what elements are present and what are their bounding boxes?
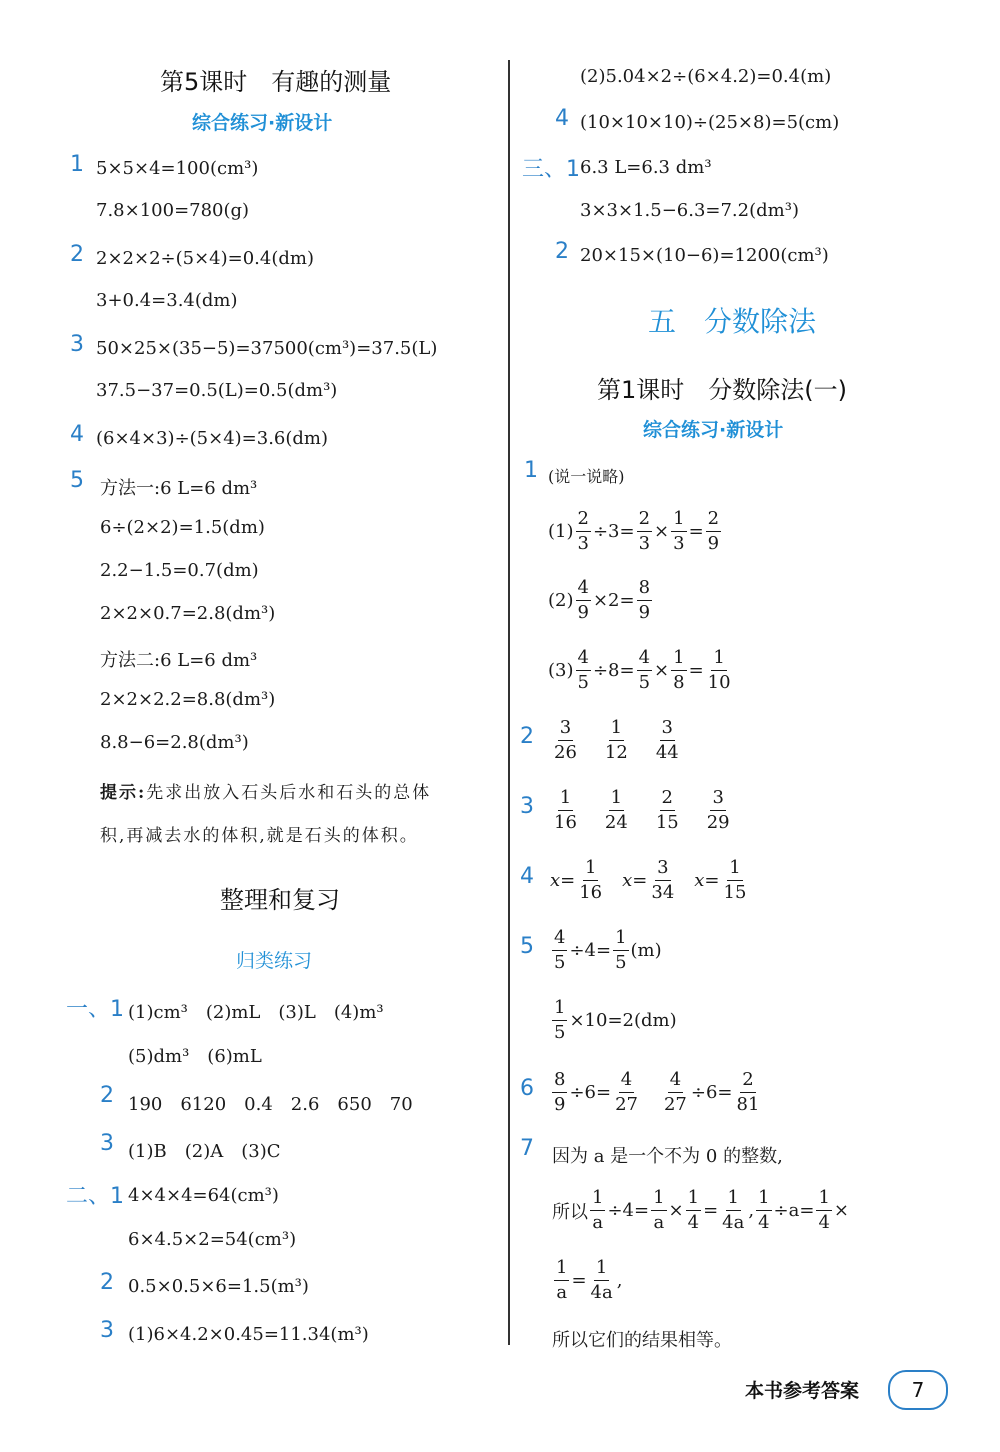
answer-line <box>550 926 662 975</box>
part-label: (3) <box>548 660 574 681</box>
lesson-title: 第5课时 有趣的测量 <box>160 68 392 96</box>
question-number: 3 <box>100 1318 114 1343</box>
question-number: 3 <box>70 332 84 357</box>
answer-line: (5)dm³ (6)mL <box>128 1046 262 1067</box>
answer-line <box>550 856 750 905</box>
expression: ×10=2(dm) <box>569 1010 677 1031</box>
fraction <box>552 996 567 1045</box>
operator: × <box>833 1200 849 1221</box>
fraction <box>706 507 721 556</box>
fraction <box>654 786 681 835</box>
answer-line <box>548 646 735 695</box>
punctuation: , <box>748 1200 755 1221</box>
question-number: 2 <box>70 242 84 267</box>
denominator: 27 <box>663 1094 687 1115</box>
fraction <box>671 507 686 556</box>
answer-line: 3×3×1.5−6.3=7.2(dm³) <box>580 200 799 221</box>
answer-line: (10×10×10)÷(25×8)=5(cm) <box>580 112 840 133</box>
denominator: 3 <box>638 533 651 554</box>
answer-note: (说一说略) <box>548 467 625 486</box>
fraction <box>589 1256 615 1305</box>
fraction <box>651 1186 666 1235</box>
operator: ÷3= <box>592 521 635 542</box>
answer-line: (1)B (2)A (3)C <box>128 1141 281 1162</box>
operator: ÷4= <box>569 940 612 961</box>
denominator: 9 <box>707 533 720 554</box>
denominator: 9 <box>554 1094 566 1115</box>
numerator: 2 <box>706 507 721 532</box>
answer-line <box>548 507 723 556</box>
numerator: 1 <box>651 1186 666 1211</box>
unit-title: 五 分数除法 <box>648 305 817 338</box>
variable: x= <box>622 870 648 891</box>
question-number: 1 <box>70 152 84 177</box>
denominator: a <box>592 1212 604 1233</box>
fraction <box>576 576 591 625</box>
denominator: 12 <box>604 742 628 763</box>
answer-line: 2×2×2.2=8.8(dm³) <box>100 689 276 710</box>
fraction <box>552 1068 567 1117</box>
answer-line <box>552 1256 622 1305</box>
numerator: 4 <box>619 1068 634 1093</box>
section-number: 二、1 <box>66 1184 124 1209</box>
part-label: (1) <box>548 521 574 542</box>
answer-line: 方法二:6 L=6 dm³ <box>100 650 258 671</box>
numerator: 4 <box>576 646 591 671</box>
numerator: 1 <box>756 1186 771 1211</box>
fraction <box>590 1186 605 1235</box>
fraction <box>552 786 579 835</box>
numerator: 1 <box>671 646 686 671</box>
question-number: 2 <box>100 1083 114 1108</box>
fraction <box>554 1256 569 1305</box>
denominator: 29 <box>706 812 730 833</box>
denominator: 5 <box>577 672 589 693</box>
numerator: 2 <box>740 1068 755 1093</box>
page-number-badge <box>888 1370 948 1410</box>
question-number: 1 <box>524 458 538 483</box>
fraction <box>603 716 630 765</box>
page-number: 7 <box>911 1378 925 1402</box>
numerator: 1 <box>583 856 598 881</box>
fraction <box>671 646 686 695</box>
answer-line <box>552 1186 849 1235</box>
hint-line: 积,再减去水的体积,就是石头的体积。 <box>100 826 419 846</box>
fraction <box>613 926 628 975</box>
question-number: 5 <box>70 468 84 493</box>
fraction <box>637 646 652 695</box>
question-number: 2 <box>100 1270 114 1295</box>
operator: ×2= <box>592 590 635 611</box>
fraction <box>576 507 591 556</box>
operator: = <box>688 521 704 542</box>
operator: = <box>688 660 704 681</box>
fraction <box>705 786 732 835</box>
fraction <box>816 1186 831 1235</box>
fraction <box>735 1068 762 1117</box>
operator: × <box>654 521 670 542</box>
fraction <box>552 926 567 975</box>
fraction <box>649 856 676 905</box>
answer-line: (2)5.04×2÷(6×4.2)=0.4(m) <box>580 66 832 87</box>
answer-line: 6×4.5×2=54(cm³) <box>128 1229 297 1250</box>
denominator: 81 <box>736 1094 760 1115</box>
answer-line: 50×25×(35−5)=37500(cm³)=37.5(L) <box>96 338 438 359</box>
denominator: 5 <box>638 672 651 693</box>
numerator: 1 <box>590 1186 605 1211</box>
punctuation: , <box>616 1270 623 1291</box>
operator: ÷a= <box>773 1200 815 1221</box>
variable: x= <box>550 870 576 891</box>
numerator: 1 <box>609 786 624 811</box>
numerator: 1 <box>726 1186 741 1211</box>
fraction <box>756 1186 771 1235</box>
question-number: 4 <box>555 106 569 131</box>
question-number: 4 <box>520 864 534 889</box>
denominator: 15 <box>655 812 679 833</box>
denominator: 26 <box>554 742 577 763</box>
answer-line: 因为 a 是一个不为 0 的整数, <box>552 1146 783 1167</box>
operator: = <box>571 1270 587 1291</box>
operator: = <box>703 1200 719 1221</box>
fraction <box>686 1186 701 1235</box>
numerator: 2 <box>637 507 652 532</box>
section-label: 综合练习·新设计 <box>192 112 333 134</box>
review-title: 整理和复习 <box>220 886 340 914</box>
numerator: 3 <box>558 716 573 741</box>
numerator: 1 <box>671 507 686 532</box>
denominator: a <box>653 1212 665 1233</box>
answer-line: (1)6×4.2×0.45=11.34(m³) <box>128 1324 369 1345</box>
denominator: a <box>556 1282 568 1303</box>
answer-line: 3+0.4=3.4(dm) <box>96 290 238 311</box>
denominator: 24 <box>604 812 628 833</box>
footer-label: 本书参考答案 <box>745 1380 860 1402</box>
fraction <box>706 646 733 695</box>
answer-line: 2×2×0.7=2.8(dm³) <box>100 603 276 624</box>
fraction <box>722 856 749 905</box>
numerator: 2 <box>660 786 675 811</box>
fraction <box>637 507 652 556</box>
fraction <box>637 576 652 625</box>
answer-line: 方法一:6 L=6 dm³ <box>100 478 258 499</box>
fraction <box>576 646 591 695</box>
numerator: 1 <box>552 996 567 1021</box>
denominator: 9 <box>577 602 589 623</box>
denominator: 5 <box>615 952 627 973</box>
fraction <box>662 1068 689 1117</box>
answer-line <box>548 576 654 625</box>
answer-line <box>550 996 677 1045</box>
denominator: 5 <box>554 1022 566 1043</box>
denominator: 4 <box>758 1212 770 1233</box>
numerator: 4 <box>668 1068 683 1093</box>
numerator: 1 <box>554 1256 569 1281</box>
denominator: 44 <box>655 742 679 763</box>
denominator: 34 <box>651 882 675 903</box>
numerator: 1 <box>613 926 628 951</box>
answer-line: 7.8×100=780(g) <box>96 200 250 221</box>
operator: ÷8= <box>592 660 635 681</box>
question-number: 3 <box>520 794 534 819</box>
question-number: 3 <box>100 1131 114 1156</box>
hint-text: 先求出放入石头后水和石头的总体 <box>146 783 432 803</box>
operator: × <box>668 1200 684 1221</box>
numerator: 1 <box>558 786 573 811</box>
denominator: 9 <box>638 602 651 623</box>
numerator: 1 <box>609 716 624 741</box>
answer-line: 5×5×4=100(cm³) <box>96 158 259 179</box>
variable: x= <box>694 870 720 891</box>
fraction <box>603 786 630 835</box>
operator: ÷6= <box>569 1082 612 1103</box>
prefix: 所以 <box>552 1201 588 1223</box>
answer-line: 4×4×4=64(cm³) <box>128 1185 279 1206</box>
answer-line: (6×4×3)÷(5×4)=3.6(dm) <box>96 428 329 449</box>
denominator: 4 <box>687 1212 700 1233</box>
denominator: 5 <box>554 952 566 973</box>
fraction <box>577 856 604 905</box>
answer-line: 6.3 L=6.3 dm³ <box>580 157 712 178</box>
answer-line <box>550 716 683 765</box>
question-number: 2 <box>520 724 534 749</box>
unit: (m) <box>630 940 662 961</box>
denominator: 27 <box>615 1094 638 1115</box>
numerator: 4 <box>552 926 567 951</box>
answer-line: 所以它们的结果相等。 <box>552 1330 732 1351</box>
operator: ÷4= <box>607 1200 650 1221</box>
numerator: 1 <box>686 1186 701 1211</box>
answer-line: 190 6120 0.4 2.6 650 70 <box>128 1094 413 1115</box>
section-number: 三、1 <box>522 157 580 182</box>
denominator: 3 <box>673 533 685 554</box>
denominator: 4a <box>590 1282 613 1303</box>
denominator: 15 <box>723 882 747 903</box>
denominator: 4a <box>722 1212 745 1233</box>
part-label: (2) <box>548 590 574 611</box>
question-number: 5 <box>520 934 534 959</box>
question-number: 6 <box>520 1076 534 1101</box>
section-label: 综合练习·新设计 <box>643 419 784 441</box>
answer-line: 2.2−1.5=0.7(dm) <box>100 560 259 581</box>
fraction <box>613 1068 640 1117</box>
numerator: 4 <box>576 576 591 601</box>
question-number: 2 <box>555 239 569 264</box>
numerator: 3 <box>710 786 725 811</box>
answer-line: 0.5×0.5×6=1.5(m³) <box>128 1276 309 1297</box>
answer-line: (1)cm³ (2)mL (3)L (4)m³ <box>128 1002 384 1023</box>
denominator: 16 <box>579 882 603 903</box>
column-divider <box>508 60 510 1345</box>
numerator: 4 <box>637 646 652 671</box>
numerator: 2 <box>576 507 591 532</box>
answer-line: 6÷(2×2)=1.5(dm) <box>100 517 265 538</box>
denominator: 8 <box>673 672 685 693</box>
fraction <box>552 716 579 765</box>
answer-line: 2×2×2÷(5×4)=0.4(dm) <box>96 248 314 269</box>
denominator: 16 <box>554 812 577 833</box>
numerator: 3 <box>655 856 670 881</box>
operator: × <box>654 660 670 681</box>
answer-line <box>550 1068 763 1117</box>
question-number: 7 <box>520 1136 534 1161</box>
section-number: 一、1 <box>66 997 124 1022</box>
numerator: 8 <box>637 576 652 601</box>
answer-line: 8.8−6=2.8(dm³) <box>100 732 249 753</box>
numerator: 1 <box>816 1186 831 1211</box>
numerator: 8 <box>552 1068 567 1093</box>
numerator: 1 <box>727 856 742 881</box>
denominator: 10 <box>707 672 731 693</box>
numerator: 3 <box>660 716 675 741</box>
review-section-label: 归类练习 <box>236 950 313 972</box>
lesson-title: 第1课时 分数除法(一) <box>597 376 847 404</box>
operator: ÷6= <box>690 1082 733 1103</box>
fraction <box>720 1186 746 1235</box>
question-number: 4 <box>70 422 84 447</box>
fraction <box>654 716 681 765</box>
answer-line: 37.5−37=0.5(L)=0.5(dm³) <box>96 380 338 401</box>
denominator: 3 <box>577 533 589 554</box>
numerator: 1 <box>594 1256 609 1281</box>
hint-line <box>100 778 431 803</box>
hint-label: 提示: <box>100 783 147 803</box>
numerator: 1 <box>711 646 726 671</box>
answer-line <box>550 786 734 835</box>
denominator: 4 <box>818 1212 830 1233</box>
answer-line: 20×15×(10−6)=1200(cm³) <box>580 245 829 266</box>
